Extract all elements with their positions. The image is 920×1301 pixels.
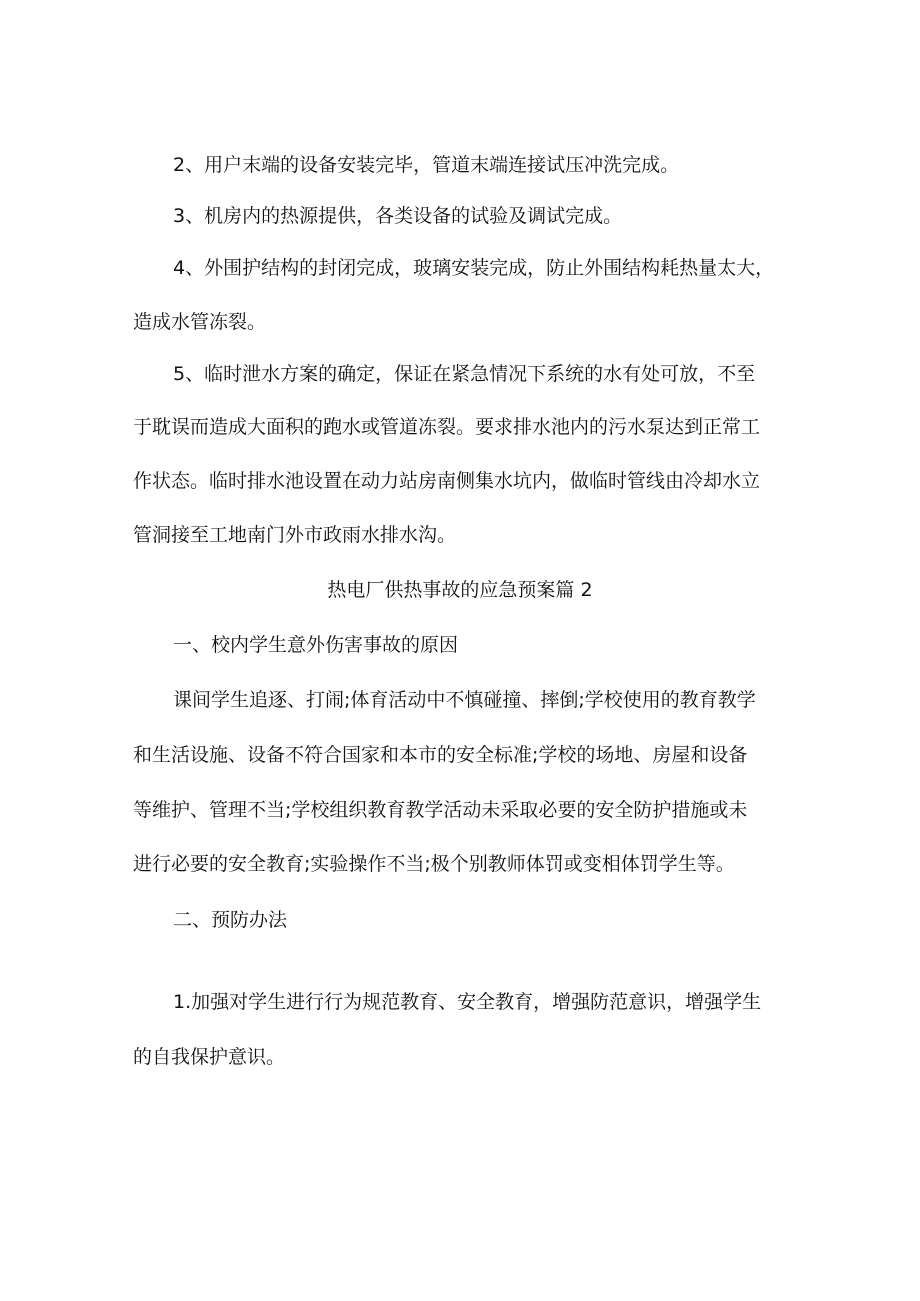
item-3-text: 3、机房内的热源提供，各类设备的试验及调试完成。 <box>173 205 623 227</box>
section-title: 热电厂供热事故的应急预案篇 2 <box>327 579 593 601</box>
measure-1-line-2: 的自我保护意识。 <box>133 1046 286 1068</box>
item-2-text: 2、用户末端的设备安装完毕，管道末端连接试压冲洗完成。 <box>173 154 680 176</box>
measure-1-line-1: 1.加强对学生进行行为规范教育、安全教育，增强防范意识，增强学生 <box>173 991 762 1013</box>
item-5-line-1: 5、临时泄水方案的确定，保证在紧急情况下系统的水有处可放，不至 <box>173 363 756 385</box>
item-5-line-4: 管洞接至工地南门外市政雨水排水沟。 <box>133 524 457 546</box>
causes-line-4: 进行必要的安全教育;实验操作不当;极个别教师体罚或变相体罚学生等。 <box>133 853 735 875</box>
causes-line-1: 课间学生追逐、打闹;体育活动中不慎碰撞、摔倒;学校使用的教育教学 <box>173 689 756 711</box>
item-5-line-2: 于耽误而造成大面积的跑水或管道冻裂。要求排水池内的污水泵达到正常工 <box>133 416 761 438</box>
causes-line-2: 和生活设施、设备不符合国家和本市的安全标准;学校的场地、房屋和设备 <box>133 744 748 766</box>
item-4-line-2: 造成水管冻裂。 <box>133 311 267 333</box>
item-5-line-3: 作状态。临时排水池设置在动力站房南侧集水坑内，做临时管线由冷却水立 <box>133 470 761 492</box>
item-4-line-1: 4、外围护结构的封闭完成，玻璃安装完成，防止外围结构耗热量太大， <box>173 257 775 279</box>
heading-causes: 一、校内学生意外伤害事故的原因 <box>173 634 459 656</box>
causes-line-3: 等维护、管理不当;学校组织教育教学活动未采取必要的安全防护措施或未 <box>133 799 748 821</box>
heading-prevention: 二、预防办法 <box>173 909 288 931</box>
